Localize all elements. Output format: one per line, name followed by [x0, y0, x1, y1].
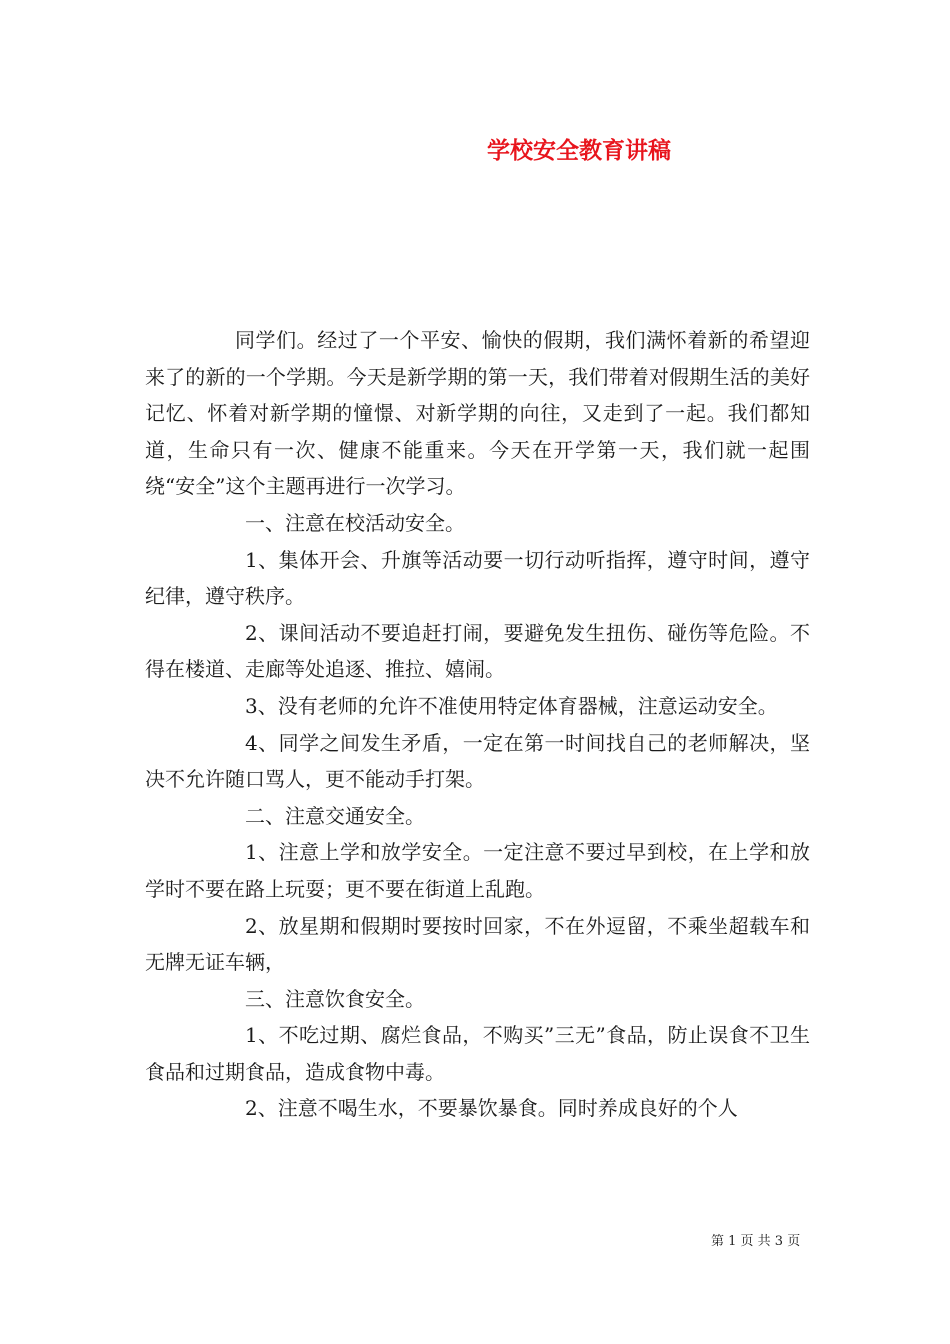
section-heading-3: 三、注意饮食安全。: [245, 986, 425, 1011]
list-item: 3、没有老师的允许不准使用特定体育器械，注意运动安全。: [245, 693, 778, 718]
list-item: 4、同学之间发生矛盾，一定在第一时间找自己的老师解决，坚决不允许随口骂人，更不能动手打架。: [145, 730, 810, 792]
section-heading-2: 二、注意交通安全。: [245, 803, 425, 828]
list-item: 1、不吃过期、腐烂食品，不购买”三无”食品，防止误食不卫生食品和过期食品，造成食物中毒。: [145, 1023, 810, 1084]
list-item: 2、放星期和假期时要按时回家，不在外逗留，不乘坐超载车和无牌无证车辆，: [145, 913, 810, 975]
section-heading-1: 一、注意在校活动安全。: [245, 510, 465, 535]
document-title: 学校安全教育讲稿: [487, 138, 671, 164]
page-number-footer: 第 1 页 共 3 页: [711, 1234, 801, 1249]
list-item: 2、课间活动不要追赶打闹，要避免发生扭伤、碰伤等危险。不得在楼道、走廊等处追逐、推拉、嬉闹。: [145, 620, 810, 682]
list-item: 1、集体开会、升旗等活动要一切行动听指挥，遵守时间，遵守纪律，遵守秩序。: [145, 547, 810, 609]
list-item: 1、注意上学和放学安全。一定注意不要过早到校，在上学和放学时不要在路上玩耍；更不要在街道上乱跑。: [145, 840, 810, 901]
document-body: [145, 322, 810, 1127]
paragraph-intro: 同学们。经过了一个平安、愉快的假期，我们满怀着新的希望迎来了的新的一个学期。今天是新学期的第一天，我们带着对假期生活的美好记忆、怀着对新学期的憧憬、对新学期的向往，又走到了一起。我们都知道，生命只有一次、健康不能重来。今天在开学第一天，我们就一起围绕“安全”这个主题再进行一次学习。: [145, 328, 810, 499]
list-item: 2、注意不喝生水，不要暴饮暴食。同时养成良好的个人: [245, 1096, 738, 1121]
